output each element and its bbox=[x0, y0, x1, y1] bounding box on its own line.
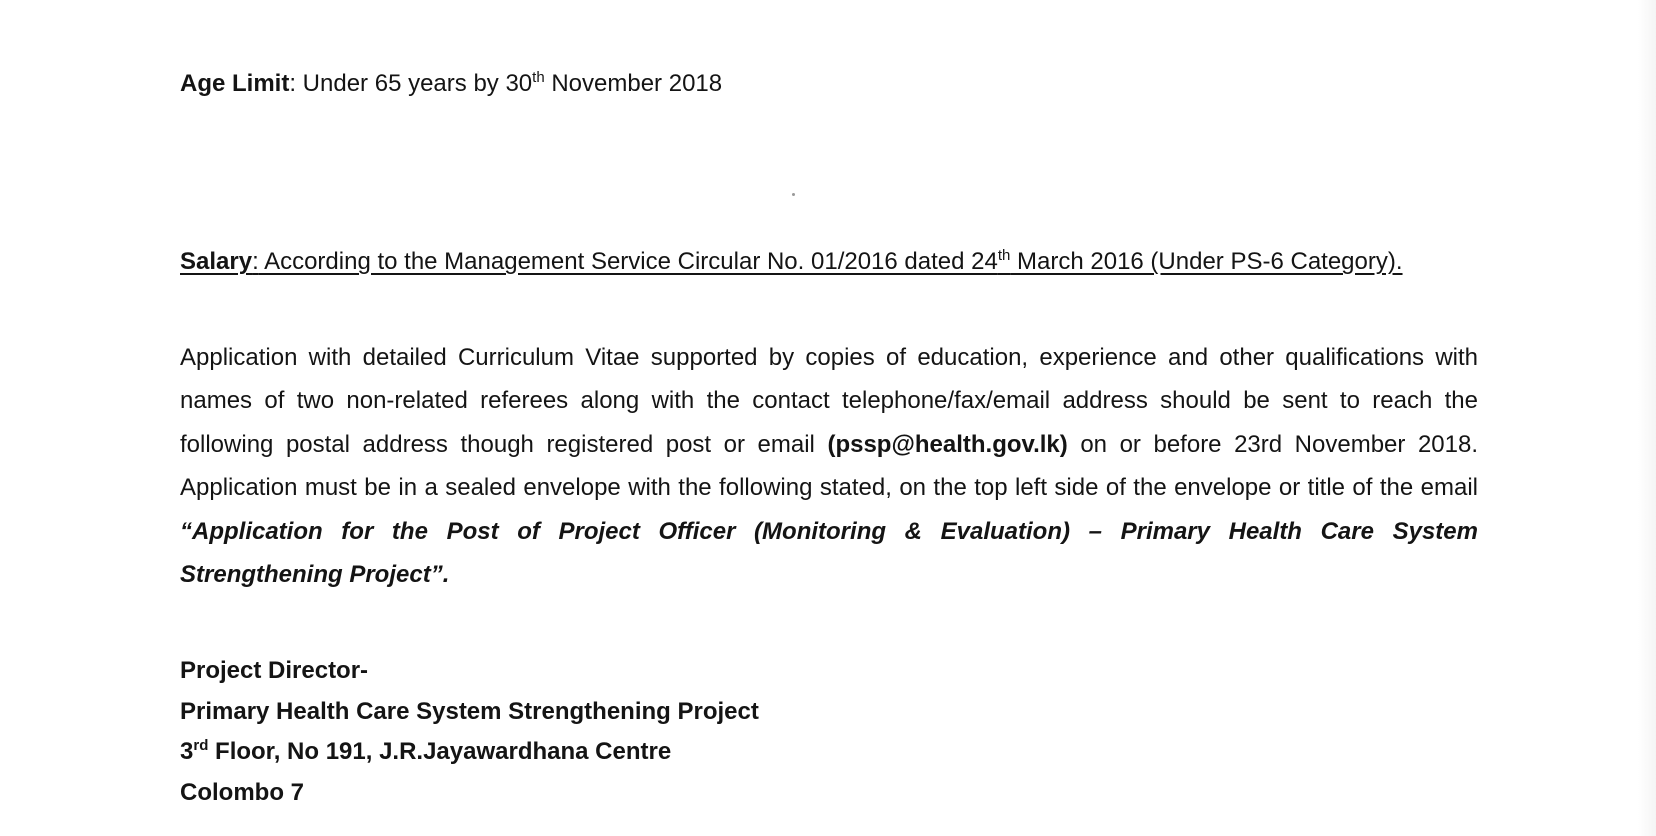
application-text-cont: on or before 23rd November 2018. Application must be in a sealed envelope with the following stated, on the top left side of the envelope or title of the email bbox=[180, 430, 1478, 502]
age-limit-label: Age Limit bbox=[180, 70, 290, 97]
age-limit-sup: th bbox=[532, 69, 545, 86]
salary-label: Salary bbox=[180, 248, 253, 275]
salary-text-end: March 2016 (Under PS-6 Category). bbox=[1010, 248, 1403, 275]
salary-paragraph bbox=[180, 240, 1478, 284]
age-limit-text: Under 65 years by 30 bbox=[296, 70, 533, 97]
address-line-1: Project Director- bbox=[180, 657, 369, 684]
address-floor-sup: rd bbox=[193, 737, 209, 754]
salary-colon: : bbox=[252, 248, 259, 275]
age-limit-date: November 2018 bbox=[544, 70, 723, 97]
application-text: Application with detailed Curriculum Vitae supported by copies of education, experience and other qualifications with names of two non-related referees along with the contact telephone/fax/email address should be sent to reach the following postal address though registered post or email bbox=[180, 344, 1478, 458]
age-limit-colon: : bbox=[289, 70, 297, 97]
address-floor-rest: Floor, No 191, J.R.Jayawardhana Centre bbox=[208, 738, 672, 765]
postal-address bbox=[180, 651, 1478, 813]
scan-speck bbox=[792, 193, 795, 196]
salary-sup: th bbox=[997, 247, 1011, 264]
address-floor-number: 3 bbox=[180, 738, 194, 765]
application-paragraph bbox=[180, 336, 1478, 596]
application-email-title: “Application for the Post of Project Officer (Monitoring & Evaluation) – Primary Health Care System Strengthening Project”. bbox=[180, 517, 1478, 589]
address-line-3 bbox=[180, 732, 1478, 773]
page-edge-shadow bbox=[1638, 0, 1656, 836]
address-line-2: Primary Health Care System Strengthening Project bbox=[180, 697, 759, 725]
salary-text: According to the Management Service Circular No. 01/2016 dated 24 bbox=[258, 248, 998, 275]
application-email: (pssp@health.gov.lk) bbox=[827, 430, 1068, 458]
age-limit-line bbox=[180, 66, 1478, 102]
address-line-4: Colombo 7 bbox=[180, 778, 304, 806]
